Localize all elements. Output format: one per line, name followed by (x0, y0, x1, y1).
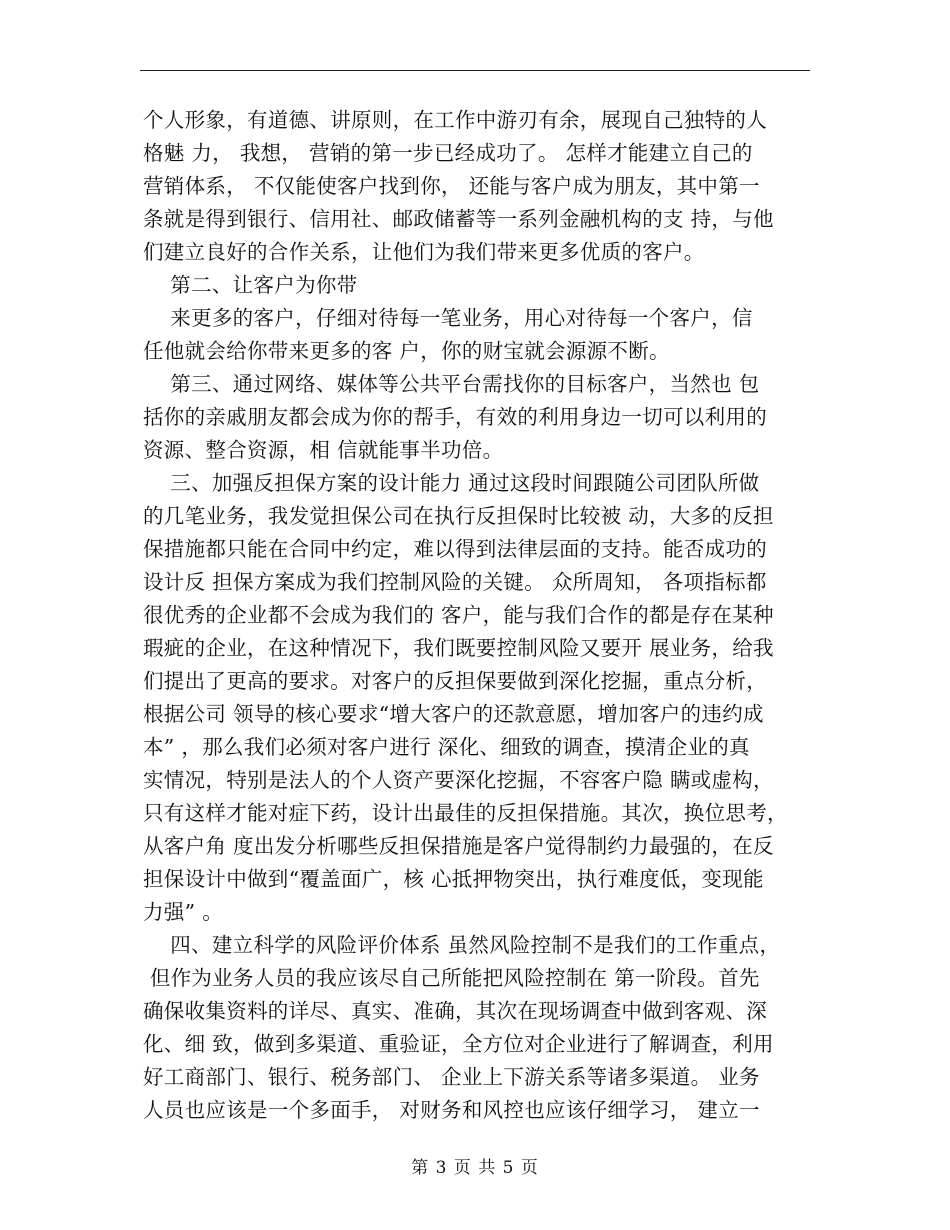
text-line: 第三、通过网络、媒体等公共平台需找你的目标客户，当然也 包 (143, 372, 760, 396)
text-line: 条就是得到银行、信用社、邮政储蓄等一系列金融机构的支 持，与他 (143, 207, 774, 231)
document-body (143, 104, 823, 1127)
text-line: 好工商部门、银行、税务部门、 企业上下游关系等诸多渠道。 业务 (143, 1065, 760, 1089)
text-line: 保措施都只能在合同中约定，难以得到法律层面的支持。能否成功的 (143, 537, 767, 561)
text-line: 设计反 担保方案成为我们控制风险的关键。 众所周知， 各项指标都 (143, 570, 767, 594)
text-line: 实情况，特别是法人的个人资产要深化挖掘，不容客户隐 瞒或虚构， (143, 768, 774, 792)
text-line: 很优秀的企业都不会成为我们的 客户，能与我们合作的都是存在某种 (143, 603, 774, 627)
text-line: 括你的亲戚朋友都会成为你的帮手，有效的利用身边一切可以利用的 (143, 405, 767, 429)
text-line: 瑕疵的企业，在这种情况下，我们既要控制风险又要开 展业务，给我 (143, 636, 774, 660)
text-line: 格魅 力， 我想， 营销的第一步已经成功了。 怎样才能建立自己的 (143, 141, 753, 165)
text-line: 只有这样才能对症下药，设计出最佳的反担保措施。其次，换位思考， (143, 801, 788, 825)
text-line: 担保设计中做到“覆盖面广，核 心抵押物突出，执行难度低，变现能 (143, 867, 764, 891)
text-line: 本” ，那么我们必须对客户进行 深化、细致的调查，摸清企业的真 (143, 735, 750, 759)
text-line: 个人形象，有道德、讲原则，在工作中游刃有余，展现自己独特的人 (143, 108, 767, 132)
text-line: 第二、让客户为你带 (143, 273, 358, 297)
text-line: 但作为业务人员的我应该尽自己所能把风险控制在 第一阶段。首先 (143, 966, 760, 990)
text-line: 们建立良好的合作关系，让他们为我们带来更多优质的客户。 (143, 240, 705, 264)
text-line: 四、建立科学的风险评价体系 虽然风险控制不是我们的工作重点， (143, 933, 781, 957)
text-line: 三、加强反担保方案的设计能力 通过这段时间跟随公司团队所做 (143, 471, 760, 495)
header-rule (140, 70, 810, 71)
text-line: 根据公司 领导的核心要求“增大客户的还款意愿，增加客户的违约成 (143, 702, 764, 726)
text-line: 从客户角 度出发分析哪些反担保措施是客户觉得制约力最强的，在反 (143, 834, 774, 858)
text-line: 任他就会给你带来更多的客 户，你的财宝就会源源不断。 (143, 339, 670, 363)
text-line: 化、细 致，做到多渠道、重验证，全方位对企业进行了解调查，利用 (143, 1032, 774, 1056)
page-number-footer: 第 3 页 共 5 页 (411, 1158, 539, 1178)
text-line: 资源、整合资源，相 信就能事半功倍。 (143, 438, 504, 462)
text-line: 确保收集资料的详尽、真实、准确，其次在现场调查中做到客观、深 (143, 999, 767, 1023)
text-line: 来更多的客户，仔细对待每一笔业务，用心对待每一个客户，信 (143, 306, 753, 330)
text-line: 力强” 。 (143, 900, 223, 924)
text-line: 营销体系， 不仅能使客户找到你， 还能与客户成为朋友，其中第一 (143, 174, 760, 198)
text-line: 们提出了更高的要求。对客户的反担保要做到深化挖掘，重点分析， (143, 669, 767, 693)
text-line: 的几笔业务，我发觉担保公司在执行反担保时比较被 动，大多的反担 (143, 504, 774, 528)
text-line: 人员也应该是一个多面手， 对财务和风控也应该仔细学习， 建立一 (143, 1098, 760, 1122)
